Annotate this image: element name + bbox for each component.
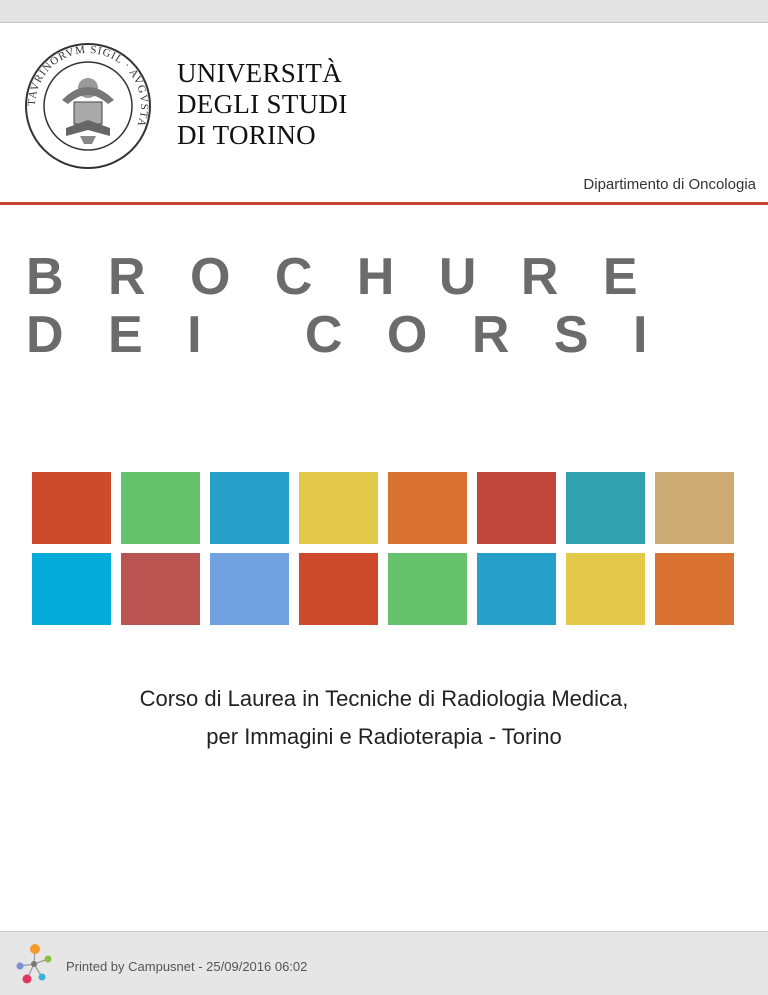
university-name-line-1: UNIVERSITÀ <box>177 58 342 88</box>
brochure-title-line-2: D E I C O R S I <box>26 306 663 364</box>
university-name <box>177 58 348 151</box>
color-tile <box>477 553 556 625</box>
university-seal-icon <box>22 40 154 172</box>
color-tile <box>477 472 556 544</box>
university-name-line-2: DEGLI STUDI <box>177 89 348 119</box>
color-tile <box>121 553 200 625</box>
seal-text: TAVRINORVM SIGIL · AVGVSTA <box>25 43 151 129</box>
brochure-title-line-1: B R O C H U R E <box>26 248 653 306</box>
course-name-line-2: per Immagini e Radioterapia - Torino <box>206 724 562 749</box>
color-tile <box>210 472 289 544</box>
brochure-title <box>26 248 662 364</box>
color-tile <box>388 553 467 625</box>
color-tile <box>655 553 734 625</box>
color-tile <box>32 553 111 625</box>
print-footer <box>0 931 768 995</box>
top-bar <box>0 0 768 23</box>
color-tile <box>32 472 111 544</box>
color-tile <box>388 472 467 544</box>
header-divider <box>0 202 768 205</box>
color-tile <box>566 553 645 625</box>
course-name-line-1: Corso di Laurea in Tecniche di Radiologia Medica, <box>139 686 629 711</box>
campusnet-network-icon <box>12 942 58 988</box>
university-name-line-3: DI TORINO <box>177 120 316 150</box>
color-tile <box>299 553 378 625</box>
color-tile <box>210 553 289 625</box>
color-tile-grid <box>32 472 734 625</box>
color-tile <box>299 472 378 544</box>
department-name: Dipartimento di Oncologia <box>583 176 756 193</box>
color-tile <box>566 472 645 544</box>
print-info: Printed by Campusnet - 25/09/2016 06:02 <box>66 959 308 974</box>
color-tile <box>121 472 200 544</box>
course-name <box>0 680 768 756</box>
color-tile <box>655 472 734 544</box>
